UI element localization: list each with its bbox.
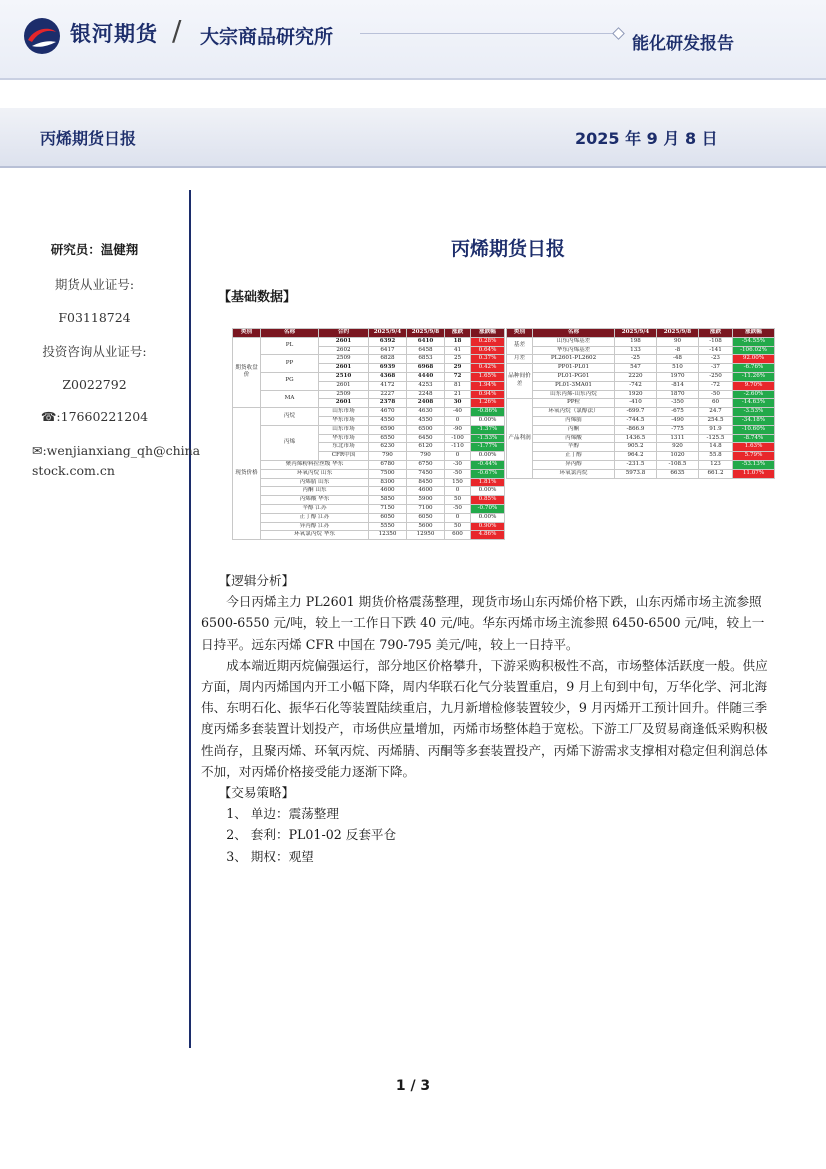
value-cell: 6392 xyxy=(369,337,407,346)
section-basic-data: 【基础数据】 xyxy=(218,290,297,305)
indicator-cell: 华东丙烯基差 xyxy=(533,346,615,355)
pct-cell: -1.77% xyxy=(471,443,505,452)
value-cell: 547 xyxy=(615,364,657,373)
value-cell: -108.5 xyxy=(657,460,699,469)
strategy-item-1: 1、 单边：震荡整理 xyxy=(226,806,339,822)
department-name: 大宗商品研究所 xyxy=(200,26,334,48)
market-cell: 辛醇 江苏 xyxy=(261,504,369,513)
change-cell: -23 xyxy=(699,355,733,364)
pct-cell: 5.79% xyxy=(733,452,775,461)
change-cell: 24.7 xyxy=(699,408,733,417)
table-row xyxy=(233,487,505,496)
value-cell: -231.5 xyxy=(615,460,657,469)
indicator-cell: 丙烯酸 xyxy=(533,434,615,443)
table-row xyxy=(507,355,775,364)
value-cell: 1436.5 xyxy=(615,434,657,443)
column-header: 合约 xyxy=(319,329,369,338)
pct-cell: 1.65% xyxy=(471,372,505,381)
value-cell: 4670 xyxy=(369,408,407,417)
table-row xyxy=(507,399,775,408)
value-cell: -744.5 xyxy=(615,416,657,425)
indicator-cell: PL01-3MA01 xyxy=(533,381,615,390)
change-cell: 81 xyxy=(445,381,471,390)
section-logic-heading: 【逻辑分析】 xyxy=(218,573,295,588)
category-cell: 品种间价差 xyxy=(507,364,533,399)
table-row xyxy=(507,443,775,452)
market-cell: 丙烯腈 山东 xyxy=(261,478,369,487)
table-row xyxy=(233,355,505,364)
change-cell: -110 xyxy=(445,443,471,452)
invest-cert-number: Z0022792 xyxy=(62,377,127,392)
column-header: 2025/9/4 xyxy=(369,329,407,338)
pct-cell: -8.74% xyxy=(733,434,775,443)
indicator-cell: 丙酮 xyxy=(533,425,615,434)
indicator-cell: PP粒 xyxy=(533,399,615,408)
value-cell: -25 xyxy=(615,355,657,364)
value-cell: 1311 xyxy=(657,434,699,443)
pct-cell: -0.86% xyxy=(471,408,505,417)
market-cell: 山东市场 xyxy=(319,408,369,417)
change-cell: -50 xyxy=(699,390,733,399)
value-cell: 4600 xyxy=(407,487,445,496)
market-cell: 环氧丙烷 山东 xyxy=(261,469,369,478)
value-cell: 4550 xyxy=(369,416,407,425)
market-cell: 华东市场 xyxy=(319,434,369,443)
value-cell: 5973.8 xyxy=(615,469,657,478)
table-row xyxy=(233,408,505,417)
value-cell: 7100 xyxy=(407,504,445,513)
basic-data-table-left xyxy=(232,328,505,540)
column-header: 2025/9/4 xyxy=(615,329,657,338)
pct-cell: -53.13% xyxy=(733,460,775,469)
pct-cell: -0.44% xyxy=(471,460,505,469)
table-row xyxy=(507,425,775,434)
analyst-sidebar xyxy=(0,240,201,498)
pct-cell: 0.37% xyxy=(471,355,505,364)
column-header: 名称 xyxy=(533,329,615,338)
market-cell: 环氧氯丙烷 华东 xyxy=(261,531,369,540)
table-row xyxy=(507,372,775,381)
change-cell: -30 xyxy=(445,460,471,469)
pct-cell: -0.67% xyxy=(471,469,505,478)
value-cell: -490 xyxy=(657,416,699,425)
indicator-cell: 辛醇 xyxy=(533,443,615,452)
pct-cell: 0.00% xyxy=(471,513,505,522)
value-cell: 1920 xyxy=(615,390,657,399)
value-cell: 8300 xyxy=(369,478,407,487)
value-cell: 964.2 xyxy=(615,452,657,461)
column-header: 涨跌幅 xyxy=(471,329,505,338)
change-cell: -50 xyxy=(445,469,471,478)
market-cell: 聚丙烯粉料拉丝级 华东 xyxy=(261,460,369,469)
change-cell: -125.5 xyxy=(699,434,733,443)
value-cell: 6417 xyxy=(369,346,407,355)
change-cell: 29 xyxy=(445,364,471,373)
change-cell: 41 xyxy=(445,346,471,355)
pct-cell: -6.76% xyxy=(733,364,775,373)
strategy-item-2: 2、 套利：PL01-02 反套平仓 xyxy=(226,827,397,843)
market-cell: 丙酮 山东 xyxy=(261,487,369,496)
value-cell: 8450 xyxy=(407,478,445,487)
email-line-2[interactable]: stock.com.cn xyxy=(32,463,115,478)
galaxy-logo-icon xyxy=(22,16,62,56)
indicator-cell: 环氧丙烷（氯醇法） xyxy=(533,408,615,417)
value-cell: -775 xyxy=(657,425,699,434)
pct-cell: -54.55% xyxy=(733,337,775,346)
category-cell: 期货收盘价 xyxy=(233,337,261,407)
indicator-cell: 异丙醇 xyxy=(533,460,615,469)
pct-cell: 0.42% xyxy=(471,364,505,373)
column-header: 类别 xyxy=(233,329,261,338)
table-row xyxy=(507,452,775,461)
pct-cell: -2.60% xyxy=(733,390,775,399)
value-cell: -699.7 xyxy=(615,408,657,417)
table-row xyxy=(507,390,775,399)
value-cell: 6458 xyxy=(407,346,445,355)
table-row xyxy=(233,504,505,513)
value-cell: -866.9 xyxy=(615,425,657,434)
value-cell: 1970 xyxy=(657,372,699,381)
value-cell: 90 xyxy=(657,337,699,346)
pct-cell: -11.26% xyxy=(733,372,775,381)
contract-cell: 2601 xyxy=(319,381,369,390)
value-cell: 4550 xyxy=(407,416,445,425)
pct-cell: 1.81% xyxy=(471,478,505,487)
column-header: 2025/9/8 xyxy=(657,329,699,338)
product-cell: 丙烷 xyxy=(261,408,319,426)
logic-paragraph-2: 成本端近期丙烷偏强运行，部分地区价格攀升，下游采购积极性不高，市场整体活跃度一般。供应方面，周内丙烯国内开工小幅下降，周内华联石化气分装置重启，9 月上旬到中旬，万华化学、河北海伟、东明石化、振华石化等装置陆续重启，九月新增检修装置较少，9 月丙烯开工预计回升。伴随三季度丙烯多套装置计划投产，市场供应量增加，丙烯市场整体趋于宽松。下游工厂及贸易商逢低采购积极性尚存，且聚丙烯、环氧丙烷、丙烯腈、丙酮等多套装置投产，丙烯下游需求支撑相对稳定但利润总体不加，对丙烯价格接受能力逐渐下降。 xyxy=(201,657,768,779)
change-cell: 25 xyxy=(445,355,471,364)
pct-cell: 11.07% xyxy=(733,469,775,478)
change-cell: 18 xyxy=(445,337,471,346)
product-cell: PP xyxy=(261,355,319,373)
table-header-row xyxy=(233,329,505,338)
change-cell: -37 xyxy=(699,364,733,373)
futures-cert-label: 期货从业证号: xyxy=(54,277,135,292)
pct-cell: 0.00% xyxy=(471,487,505,496)
table-header-row xyxy=(507,329,775,338)
category-cell: 基差 xyxy=(507,337,533,355)
change-cell: 30 xyxy=(445,399,471,408)
value-cell: 790 xyxy=(369,452,407,461)
column-header: 涨跌幅 xyxy=(733,329,775,338)
pct-cell: -3.53% xyxy=(733,408,775,417)
contract-cell: 2601 xyxy=(319,364,369,373)
pct-cell: -1.37% xyxy=(471,425,505,434)
pct-cell: 0.00% xyxy=(471,416,505,425)
change-cell: -90 xyxy=(445,425,471,434)
value-cell: 2220 xyxy=(615,372,657,381)
value-cell: 6828 xyxy=(369,355,407,364)
value-cell: 4172 xyxy=(369,381,407,390)
column-header: 类别 xyxy=(507,329,533,338)
value-cell: 6635 xyxy=(657,469,699,478)
contract-cell: 2509 xyxy=(319,390,369,399)
product-cell: 丙烯 xyxy=(261,425,319,460)
value-cell: -814 xyxy=(657,381,699,390)
value-cell: -742 xyxy=(615,381,657,390)
table-row xyxy=(507,434,775,443)
value-cell: 4630 xyxy=(407,408,445,417)
value-cell: 6590 xyxy=(369,425,407,434)
phone-number: ☎:17660221204 xyxy=(40,409,149,424)
email-address[interactable] xyxy=(0,441,201,481)
value-cell: 4368 xyxy=(369,372,407,381)
contract-cell: 2601 xyxy=(319,337,369,346)
product-cell: MA xyxy=(261,390,319,408)
change-cell: 150 xyxy=(445,478,471,487)
contract-cell: 2601 xyxy=(319,399,369,408)
table-row xyxy=(233,390,505,399)
futures-cert-number: F03118724 xyxy=(58,310,131,325)
value-cell: 5550 xyxy=(369,522,407,531)
pct-cell: 0.00% xyxy=(471,452,505,461)
value-cell: 6853 xyxy=(407,355,445,364)
market-cell: 山东市场 xyxy=(319,425,369,434)
value-cell: 510 xyxy=(657,364,699,373)
change-cell: 0 xyxy=(445,452,471,461)
value-cell: 6450 xyxy=(407,434,445,443)
column-header: 涨跌 xyxy=(699,329,733,338)
header-divider: / xyxy=(172,14,182,47)
pct-cell: 4.86% xyxy=(471,531,505,540)
value-cell: -8 xyxy=(657,346,699,355)
pct-cell: 0.28% xyxy=(471,337,505,346)
table-row xyxy=(507,416,775,425)
value-cell: 133 xyxy=(615,346,657,355)
document-title: 丙烯期货日报 xyxy=(450,238,565,260)
pct-cell: -1.53% xyxy=(471,434,505,443)
table-row xyxy=(233,337,505,346)
value-cell: 198 xyxy=(615,337,657,346)
value-cell: 6780 xyxy=(369,460,407,469)
table-row xyxy=(507,460,775,469)
pct-cell: -10.60% xyxy=(733,425,775,434)
strategy-item-3: 3、 期权：观望 xyxy=(226,848,314,864)
pct-cell: 0.85% xyxy=(471,496,505,505)
table-row xyxy=(507,364,775,373)
change-cell: 0 xyxy=(445,487,471,496)
table-row xyxy=(507,346,775,355)
value-cell: 7500 xyxy=(369,469,407,478)
value-cell: 790 xyxy=(407,452,445,461)
table-row xyxy=(233,522,505,531)
value-cell: 2227 xyxy=(369,390,407,399)
pct-cell: 1.94% xyxy=(471,381,505,390)
value-cell: -410 xyxy=(615,399,657,408)
value-cell: 1020 xyxy=(657,452,699,461)
table-row xyxy=(507,381,775,390)
indicator-cell: PL01-PG01 xyxy=(533,372,615,381)
pct-cell: -34.18% xyxy=(733,416,775,425)
column-header: 名称 xyxy=(261,329,319,338)
change-cell: 0 xyxy=(445,513,471,522)
value-cell: 6120 xyxy=(407,443,445,452)
section-strategy-heading: 【交易策略】 xyxy=(218,785,295,801)
pct-cell: 1.63% xyxy=(733,443,775,452)
contract-cell: 2602 xyxy=(319,346,369,355)
change-cell: 50 xyxy=(445,522,471,531)
pct-cell: -14.63% xyxy=(733,399,775,408)
value-cell: 905.2 xyxy=(615,443,657,452)
value-cell: 6939 xyxy=(369,364,407,373)
change-cell: 50 xyxy=(445,496,471,505)
pct-cell: -0.70% xyxy=(471,504,505,513)
change-cell: 0 xyxy=(445,416,471,425)
value-cell: 4440 xyxy=(407,372,445,381)
market-cell: 东北市场 xyxy=(319,443,369,452)
email-line-1[interactable]: ✉:wenjianxiang_qh@china xyxy=(32,443,201,458)
indicator-cell: PL2601-PL2602 xyxy=(533,355,615,364)
product-cell: PL xyxy=(261,337,319,355)
table-row xyxy=(233,460,505,469)
change-cell: 55.8 xyxy=(699,452,733,461)
report-date: 2025 年 9 月 8 日 xyxy=(575,129,718,148)
column-header: 2025/9/8 xyxy=(407,329,445,338)
change-cell: 254.5 xyxy=(699,416,733,425)
value-cell: 6550 xyxy=(369,434,407,443)
value-cell: 5900 xyxy=(407,496,445,505)
change-cell: -108 xyxy=(699,337,733,346)
category-cell: 月差 xyxy=(507,355,533,364)
table-row xyxy=(233,496,505,505)
pct-cell: -106.02% xyxy=(733,346,775,355)
value-cell: 1870 xyxy=(657,390,699,399)
table-row xyxy=(507,408,775,417)
table-row xyxy=(233,531,505,540)
pct-cell: 9.70% xyxy=(733,381,775,390)
change-cell: 21 xyxy=(445,390,471,399)
page-number: 1 / 3 xyxy=(395,1078,431,1094)
indicator-cell: 山东丙烯基差 xyxy=(533,337,615,346)
value-cell: -48 xyxy=(657,355,699,364)
invest-cert-label: 投资咨询从业证号: xyxy=(42,344,147,359)
value-cell: 2378 xyxy=(369,399,407,408)
indicator-cell: 环氧氯丙烷 xyxy=(533,469,615,478)
indicator-cell: 正丁醇 xyxy=(533,452,615,461)
value-cell: 2248 xyxy=(407,390,445,399)
table-row xyxy=(233,478,505,487)
value-cell: 5600 xyxy=(407,522,445,531)
change-cell: 14.8 xyxy=(699,443,733,452)
value-cell: 5850 xyxy=(369,496,407,505)
value-cell: 6410 xyxy=(407,337,445,346)
company-name: 银河期货 xyxy=(70,22,158,46)
table-row xyxy=(233,513,505,522)
value-cell: 6750 xyxy=(407,460,445,469)
report-title: 丙烯期货日报 xyxy=(40,129,137,148)
value-cell: -675 xyxy=(657,408,699,417)
change-cell: -100 xyxy=(445,434,471,443)
market-cell: CFR中国 xyxy=(319,452,369,461)
contract-cell: 2509 xyxy=(319,355,369,364)
value-cell: 6500 xyxy=(407,425,445,434)
basic-data-table-right xyxy=(506,328,775,479)
change-cell: 661.2 xyxy=(699,469,733,478)
header-decor-line xyxy=(360,33,620,34)
pct-cell: 1.26% xyxy=(471,399,505,408)
market-cell: 异丙醇 江苏 xyxy=(261,522,369,531)
category-cell: 产品利润 xyxy=(507,399,533,478)
report-type: 能化研发报告 xyxy=(632,34,734,54)
value-cell: 6050 xyxy=(407,513,445,522)
change-cell: 600 xyxy=(445,531,471,540)
sidebar-divider xyxy=(189,190,191,1048)
market-cell: 正丁醇 江苏 xyxy=(261,513,369,522)
contract-cell: 2510 xyxy=(319,372,369,381)
table-row xyxy=(233,372,505,381)
value-cell: 4600 xyxy=(369,487,407,496)
table-row xyxy=(507,337,775,346)
value-cell: 7150 xyxy=(369,504,407,513)
change-cell: 91.9 xyxy=(699,425,733,434)
change-cell: -40 xyxy=(445,408,471,417)
change-cell: -141 xyxy=(699,346,733,355)
analyst-name: 研究员：温健翔 xyxy=(50,242,139,257)
change-cell: -250 xyxy=(699,372,733,381)
value-cell: 6050 xyxy=(369,513,407,522)
change-cell: 123 xyxy=(699,460,733,469)
value-cell: 12950 xyxy=(407,531,445,540)
value-cell: 6968 xyxy=(407,364,445,373)
value-cell: 2408 xyxy=(407,399,445,408)
product-cell: PG xyxy=(261,372,319,390)
analysis-section xyxy=(201,570,773,867)
column-header: 涨跌 xyxy=(445,329,471,338)
indicator-cell: 丙烯腈 xyxy=(533,416,615,425)
change-cell: -72 xyxy=(699,381,733,390)
pct-cell: 0.90% xyxy=(471,522,505,531)
table-row xyxy=(233,425,505,434)
market-cell: 华东市场 xyxy=(319,416,369,425)
value-cell: 920 xyxy=(657,443,699,452)
pct-cell: 0.94% xyxy=(471,390,505,399)
change-cell: 72 xyxy=(445,372,471,381)
market-cell: 丙烯酸 华东 xyxy=(261,496,369,505)
change-cell: 60 xyxy=(699,399,733,408)
logic-paragraph-1: 今日丙烯主力 PL2601 期货价格震荡整理，现货市场山东丙烯价格下跌，山东丙烯市场主流参照 6500-6550 元/吨，较上一工作日下跌 40 元/吨。华东丙烯市场主流参照 6450-6500 元/吨，较上一日持平。远东丙烯 CFR 中国在 790-795 美元/吨，较上一日持平。 xyxy=(201,594,765,652)
value-cell: 4253 xyxy=(407,381,445,390)
table-row xyxy=(507,469,775,478)
value-cell: 6230 xyxy=(369,443,407,452)
pct-cell: 0.64% xyxy=(471,346,505,355)
value-cell: 7450 xyxy=(407,469,445,478)
value-cell: 12350 xyxy=(369,531,407,540)
indicator-cell: 山东丙烯-山东丙烷 xyxy=(533,390,615,399)
indicator-cell: PP01-PL01 xyxy=(533,364,615,373)
value-cell: -350 xyxy=(657,399,699,408)
table-row xyxy=(233,469,505,478)
category-cell: 现货价格 xyxy=(233,408,261,540)
pct-cell: 92.00% xyxy=(733,355,775,364)
change-cell: -50 xyxy=(445,504,471,513)
